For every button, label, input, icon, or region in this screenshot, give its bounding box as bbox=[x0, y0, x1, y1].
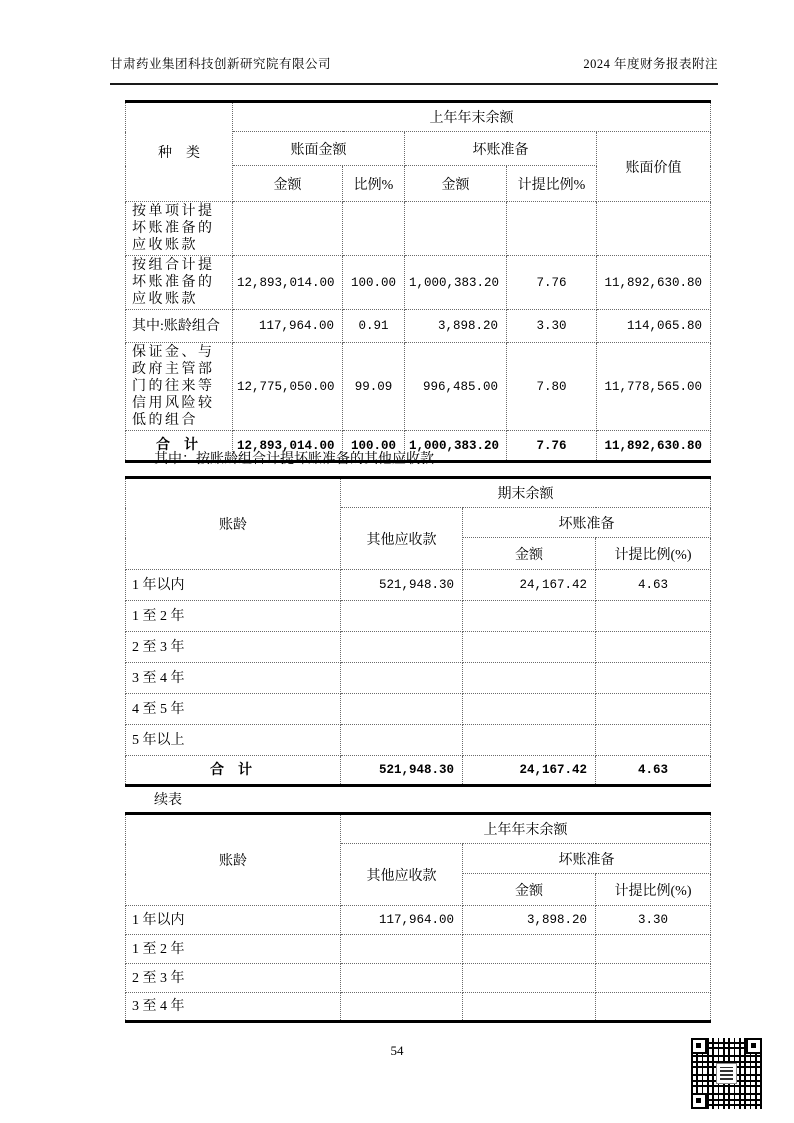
header-other-receivables: 其他应收款 bbox=[341, 508, 463, 570]
header-aging: 账龄 bbox=[126, 814, 341, 906]
qr-center-logo bbox=[716, 1063, 737, 1084]
header-category: 种 类 bbox=[126, 102, 233, 202]
cell-bad-debt-amount bbox=[463, 993, 596, 1022]
cell-bad-debt-amount: 3,898.20 bbox=[463, 906, 596, 935]
cell-category: 按单项计提坏账准备的应收账款 bbox=[126, 202, 233, 256]
cell-provision-ratio: 4.63 bbox=[596, 756, 711, 786]
cell-other-receivables: 521,948.30 bbox=[341, 756, 463, 786]
header-prior-year-balance: 上年年末余额 bbox=[341, 814, 711, 844]
table-row bbox=[126, 935, 711, 964]
cell-provision-ratio bbox=[596, 964, 711, 993]
cell-other-receivables bbox=[341, 694, 463, 725]
cell-provision-ratio: 3.30 bbox=[596, 906, 711, 935]
cell-provision-ratio bbox=[507, 202, 597, 256]
header-ratio: 比例% bbox=[343, 166, 405, 202]
cell-amount: 117,964.00 bbox=[233, 310, 343, 343]
document-title: 2024 年度财务报表附注 bbox=[583, 57, 718, 71]
cell-aging: 1 年以内 bbox=[126, 570, 341, 601]
other-receivables-prior-year-table bbox=[125, 812, 711, 1023]
cell-provision-ratio: 7.76 bbox=[507, 256, 597, 310]
table-header-row bbox=[126, 478, 711, 508]
cell-other-receivables: 117,964.00 bbox=[341, 906, 463, 935]
header-amount: 金额 bbox=[463, 538, 596, 570]
cell-aging: 3 至 4 年 bbox=[126, 663, 341, 694]
table-row bbox=[126, 993, 711, 1022]
table-row bbox=[126, 256, 711, 310]
aging-portfolio-note: 其中：按账龄组合计提坏账准备的其他应收款 bbox=[154, 452, 434, 467]
cell-other-receivables bbox=[341, 601, 463, 632]
cell-category: 其中:账龄组合 bbox=[126, 310, 233, 343]
cell-other-receivables bbox=[341, 632, 463, 663]
cell-aging: 3 至 4 年 bbox=[126, 993, 341, 1022]
cell-ratio: 99.09 bbox=[343, 343, 405, 431]
cell-bad-debt-amount bbox=[463, 663, 596, 694]
cell-amount: 12,893,014.00 bbox=[233, 256, 343, 310]
cell-category: 保证金、与政府主管部门的往来等信用风险较低的组合 bbox=[126, 343, 233, 431]
cell-bad-debt-amount bbox=[463, 964, 596, 993]
cell-ratio: 0.91 bbox=[343, 310, 405, 343]
cell-aging: 1 至 2 年 bbox=[126, 935, 341, 964]
cell-aging: 5 年以上 bbox=[126, 725, 341, 756]
header-book-amount: 账面金额 bbox=[233, 132, 405, 166]
header-other-receivables: 其他应收款 bbox=[341, 844, 463, 906]
cell-book-value: 11,892,630.80 bbox=[597, 256, 711, 310]
table-row bbox=[126, 601, 711, 632]
cell-provision-ratio bbox=[596, 935, 711, 964]
table-row bbox=[126, 310, 711, 343]
cell-other-receivables bbox=[341, 964, 463, 993]
cell-other-receivables bbox=[341, 725, 463, 756]
cell-amount: 12,775,050.00 bbox=[233, 343, 343, 431]
other-receivables-period-end-table bbox=[125, 476, 711, 787]
cell-other-receivables: 521,948.30 bbox=[341, 570, 463, 601]
cell-bad-debt-amount bbox=[463, 694, 596, 725]
header-provision-ratio: 计提比例(%) bbox=[596, 538, 711, 570]
cell-bad-debt-amount: 1,000,383.20 bbox=[405, 431, 507, 462]
cell-provision-ratio: 7.76 bbox=[507, 431, 597, 462]
table-header-row bbox=[126, 814, 711, 844]
cell-provision-ratio bbox=[596, 663, 711, 694]
cell-provision-ratio bbox=[596, 632, 711, 663]
header-amount: 金额 bbox=[233, 166, 343, 202]
company-name: 甘肃药业集团科技创新研究院有限公司 bbox=[110, 57, 332, 71]
table-row bbox=[126, 632, 711, 663]
cell-bad-debt-amount bbox=[463, 725, 596, 756]
table-row bbox=[126, 964, 711, 993]
cell-bad-debt-amount bbox=[463, 632, 596, 663]
receivables-prior-year-table bbox=[125, 100, 711, 463]
header-amount: 金额 bbox=[463, 874, 596, 906]
table-total-row bbox=[126, 756, 711, 786]
cell-provision-ratio bbox=[596, 993, 711, 1022]
header-aging: 账龄 bbox=[126, 478, 341, 570]
cell-bad-debt-amount: 24,167.42 bbox=[463, 756, 596, 786]
table-header-row bbox=[126, 102, 711, 132]
cell-ratio: 100.00 bbox=[343, 431, 405, 462]
cell-aging: 2 至 3 年 bbox=[126, 632, 341, 663]
cell-aging: 4 至 5 年 bbox=[126, 694, 341, 725]
header-provision-ratio: 计提比例(%) bbox=[596, 874, 711, 906]
cell-ratio: 100.00 bbox=[343, 256, 405, 310]
table-row bbox=[126, 906, 711, 935]
cell-provision-ratio bbox=[596, 694, 711, 725]
qr-finder-icon bbox=[691, 1093, 707, 1109]
cell-bad-debt-amount: 996,485.00 bbox=[405, 343, 507, 431]
cell-book-value: 114,065.80 bbox=[597, 310, 711, 343]
cell-bad-debt-amount: 3,898.20 bbox=[405, 310, 507, 343]
header-provision-ratio: 计提比例% bbox=[507, 166, 597, 202]
table-row bbox=[126, 343, 711, 431]
qr-code bbox=[689, 1036, 764, 1111]
cell-other-receivables bbox=[341, 663, 463, 694]
header-bad-debt-provision: 坏账准备 bbox=[463, 508, 711, 538]
cell-provision-ratio: 7.80 bbox=[507, 343, 597, 431]
cell-other-receivables bbox=[341, 993, 463, 1022]
cell-provision-ratio: 3.30 bbox=[507, 310, 597, 343]
cell-bad-debt-amount bbox=[463, 935, 596, 964]
table-row bbox=[126, 663, 711, 694]
cell-aging: 2 至 3 年 bbox=[126, 964, 341, 993]
table-row bbox=[126, 202, 711, 256]
table-row bbox=[126, 725, 711, 756]
cell-bad-debt-amount bbox=[463, 601, 596, 632]
cell-provision-ratio: 4.63 bbox=[596, 570, 711, 601]
cell-book-value bbox=[597, 202, 711, 256]
header-bad-debt-provision: 坏账准备 bbox=[405, 132, 597, 166]
table-row bbox=[126, 694, 711, 725]
cell-provision-ratio bbox=[596, 725, 711, 756]
page-header bbox=[110, 54, 718, 85]
header-period-end-balance: 期末余额 bbox=[341, 478, 711, 508]
continued-table-note: 续表 bbox=[154, 793, 182, 808]
header-amount: 金额 bbox=[405, 166, 507, 202]
header-prior-year-balance: 上年年末余额 bbox=[233, 102, 711, 132]
cell-amount: 12,893,014.00 bbox=[233, 431, 343, 462]
cell-bad-debt-amount: 24,167.42 bbox=[463, 570, 596, 601]
header-bad-debt-provision: 坏账准备 bbox=[463, 844, 711, 874]
cell-book-value: 11,778,565.00 bbox=[597, 343, 711, 431]
cell-other-receivables bbox=[341, 935, 463, 964]
qr-finder-icon bbox=[746, 1038, 762, 1054]
cell-bad-debt-amount bbox=[405, 202, 507, 256]
cell-provision-ratio bbox=[596, 601, 711, 632]
page-number: 54 bbox=[390, 1043, 404, 1058]
cell-aging: 1 至 2 年 bbox=[126, 601, 341, 632]
qr-finder-icon bbox=[691, 1038, 707, 1054]
cell-bad-debt-amount: 1,000,383.20 bbox=[405, 256, 507, 310]
cell-total-label: 合 计 bbox=[126, 756, 341, 786]
cell-book-value: 11,892,630.80 bbox=[597, 431, 711, 462]
table-row bbox=[126, 570, 711, 601]
cell-ratio bbox=[343, 202, 405, 256]
cell-amount bbox=[233, 202, 343, 256]
cell-category: 按组合计提坏账准备的应收账款 bbox=[126, 256, 233, 310]
cell-total-label: 合 计 bbox=[126, 431, 233, 462]
header-book-value: 账面价值 bbox=[597, 132, 711, 202]
cell-aging: 1 年以内 bbox=[126, 906, 341, 935]
